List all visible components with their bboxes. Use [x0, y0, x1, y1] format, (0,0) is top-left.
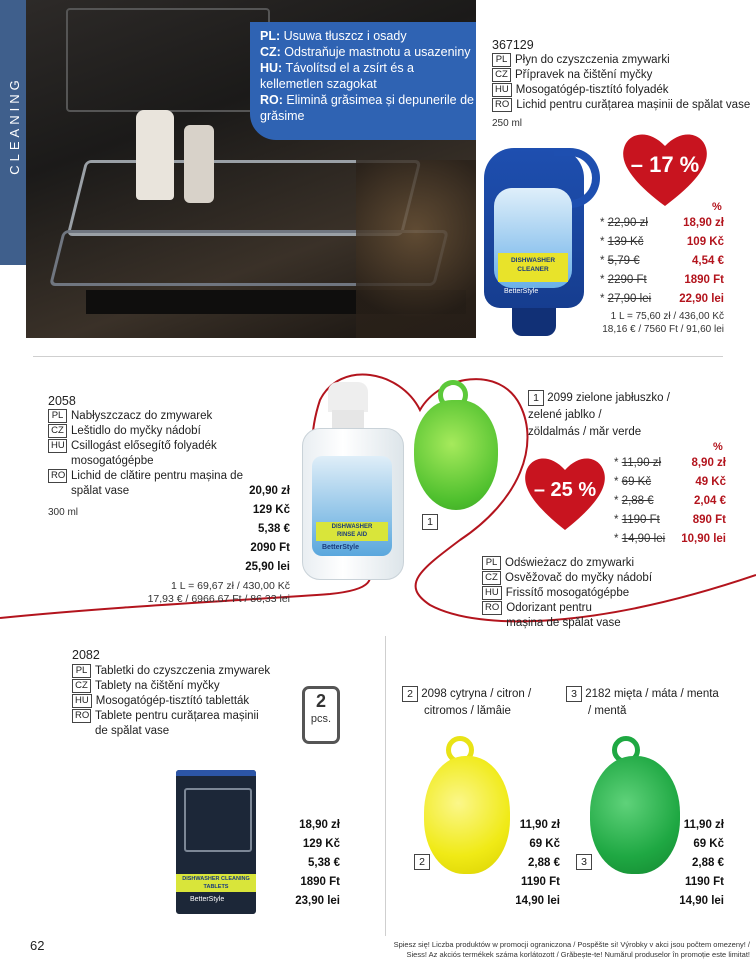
price-row: * 69 Kč 49 Kč [614, 475, 726, 488]
price: 14,90 lei [515, 895, 560, 907]
name-row: RO Odorizant pentru mașina de spălat vase [482, 601, 682, 631]
price-row: * 2,88 € 2,04 € [614, 494, 726, 507]
volume-367129: 250 ml [492, 118, 523, 129]
percent-label: % [713, 441, 723, 453]
price: 1890 Ft [300, 876, 340, 888]
discount-value-25: – 25 % [533, 479, 597, 501]
price: 69 Kč [693, 838, 724, 850]
product-names-2082 [72, 664, 272, 739]
price-row: * 27,90 lei 22,90 lei [600, 292, 724, 305]
price-table-367129 [600, 213, 724, 308]
price-row: * 11,90 zł 8,90 zł [614, 456, 726, 469]
price: 25,90 lei [245, 561, 290, 573]
pieces-badge: 2 pcs. [302, 686, 340, 744]
name-row: PL Tabletki do czyszczenia zmywarek [72, 664, 272, 679]
tag-number-3: 3 [576, 854, 592, 870]
callout-line-hu: HU: Távolítsd el a zsírt és a kellemetlen szagokat [260, 61, 414, 91]
name-row: HU Csillogást elősegítő folyadék mosogatógépbe [48, 439, 248, 469]
name-row: PL Odświeżacz do zmywarki [482, 556, 682, 571]
divider [33, 356, 723, 357]
price-row: * 22,90 zł 18,90 zł [600, 216, 724, 229]
name-row: CZ Osvěžovač do myčky nádobí [482, 571, 682, 586]
product-2098-title: 2 2098 cytryna / citron / citromos / lămâie [402, 686, 562, 720]
name-row: CZ Leštidlo do myčky nádobí [48, 424, 248, 439]
price: 1190 Ft [521, 876, 560, 888]
name-row: CZ Přípravek na čištění myčky [492, 68, 752, 83]
price: 11,90 zł [683, 819, 724, 831]
price: 5,38 € [258, 523, 290, 535]
bottle-label-line: DISHWASHER [510, 257, 556, 264]
product-2099-title: 1 2099 zielone jabłuszko / zelené jablko / zöldalmás / măr verde [528, 392, 670, 438]
side-tab-label: CLEANING [7, 76, 22, 175]
callout-line-cz: CZ: Odstraňuje mastnotu a usazeniny [260, 45, 471, 59]
price: 2,88 € [528, 857, 560, 869]
name-row: PL Płyn do czyszczenia zmywarki [492, 53, 752, 68]
price-row: * 2290 Ft 1890 Ft [600, 273, 724, 286]
price-column-2182 [652, 816, 724, 911]
name-row: PL Nabłyszczacz do zmywarek [48, 409, 248, 424]
brand-logo: BetterStyle [190, 896, 225, 903]
product-image-green-apple [414, 380, 502, 512]
name-row: RO Lichid de clătire pentru mașina de spălat vase [48, 469, 248, 499]
name-row: RO Lichid pentru curățarea mașinii de spălat vase [492, 98, 752, 113]
tag-number-2: 2 [414, 854, 430, 870]
number-badge-1: 1 [528, 390, 544, 406]
bottle-label-line: DISHWASHER [331, 524, 373, 530]
price-row: * 5,79 € 4,54 € [600, 254, 724, 267]
price: 23,90 lei [295, 895, 340, 907]
brand-logo: BetterStyle [322, 544, 359, 551]
price-row: * 139 Kč 109 Kč [600, 235, 724, 248]
price-column-2058 [218, 482, 290, 577]
price-row: * 1190 Ft 890 Ft [614, 513, 726, 526]
callout-line-ro: RO: Elimină grăsimea și depunerile de grăsime [260, 93, 474, 123]
price: 18,90 zł [299, 819, 340, 831]
name-row: CZ Tablety na čištění myčky [72, 679, 272, 694]
price: 2090 Ft [250, 542, 290, 554]
unit-price-2058: 1 L = 69,67 zł / 430,00 Kč 17,93 € / 6966.67 Ft / 86,33 lei [147, 580, 290, 605]
bottle-label-line: RINSE AID [336, 532, 368, 538]
discount-heart-25 [522, 452, 608, 532]
callout-line-pl: PL: Usuwa tłuszcz i osady [260, 29, 407, 43]
price-column-2098 [488, 816, 560, 911]
product-code-2058: 2058 [48, 394, 76, 408]
product-image-rinse-aid [298, 382, 406, 580]
benefit-callout [250, 22, 476, 140]
product-code-2082: 2082 [72, 648, 100, 662]
number-badge-2: 2 [402, 686, 418, 702]
product-image-tablets-box [176, 770, 256, 914]
name-row: HU Frissítő mosogatógépbe [482, 586, 682, 601]
product-2182-title: 3 2182 mięta / máta / menta / mentă [566, 686, 746, 720]
discount-heart-17 [620, 128, 710, 208]
percent-label: % [712, 201, 722, 213]
unit-price-367129: 1 L = 75,60 zł / 436,00 Kč 18,16 € / 7560 Ft / 91,60 lei [602, 311, 724, 335]
price-row: * 14,90 lei 10,90 lei [614, 532, 726, 545]
number-badge-3: 3 [566, 686, 582, 702]
price: 129 Kč [302, 838, 340, 850]
price: 2,88 € [692, 857, 724, 869]
bottle-label-line: CLEANER [517, 266, 549, 273]
name-row: HU Mosogatógép-tisztító tabletták [72, 694, 272, 709]
box-label: DISHWASHER CLEANING TABLETS [176, 874, 256, 892]
product-names-367129 [492, 53, 752, 113]
name-row: HU Mosogatógép-tisztító folyadék [492, 83, 752, 98]
brand-logo: BetterStyle [504, 288, 539, 295]
price: 14,90 lei [679, 895, 724, 907]
price-table-2099 [614, 453, 726, 548]
price: 129 Kč [252, 504, 290, 516]
price: 1190 Ft [685, 876, 724, 888]
page-number: 62 [30, 938, 45, 953]
footer-disclaimer: Spiesz się! Liczba produktów w promocji ograniczona / Pospěšte si! Výrobky v akci jsou počtem omezeny! / Siess! Az akciós termékek száma korlátozott / Grăbește-te! Numărul produselor în promoție este limitat! [393, 940, 750, 959]
tag-number-1: 1 [422, 514, 438, 530]
product-code-367129: 367129 [492, 38, 534, 52]
discount-value-17: – 17 % [630, 152, 700, 177]
product-names-2099 [482, 556, 682, 631]
price-column-2082 [268, 816, 340, 911]
vertical-divider [385, 636, 386, 936]
price: 20,90 zł [249, 485, 290, 497]
price: 69 Kč [529, 838, 560, 850]
price: 11,90 zł [519, 819, 560, 831]
price: 5,38 € [308, 857, 340, 869]
volume-2058: 300 ml [48, 507, 79, 518]
name-row: RO Tablete pentru curățarea mașinii de spălat vase [72, 709, 272, 739]
